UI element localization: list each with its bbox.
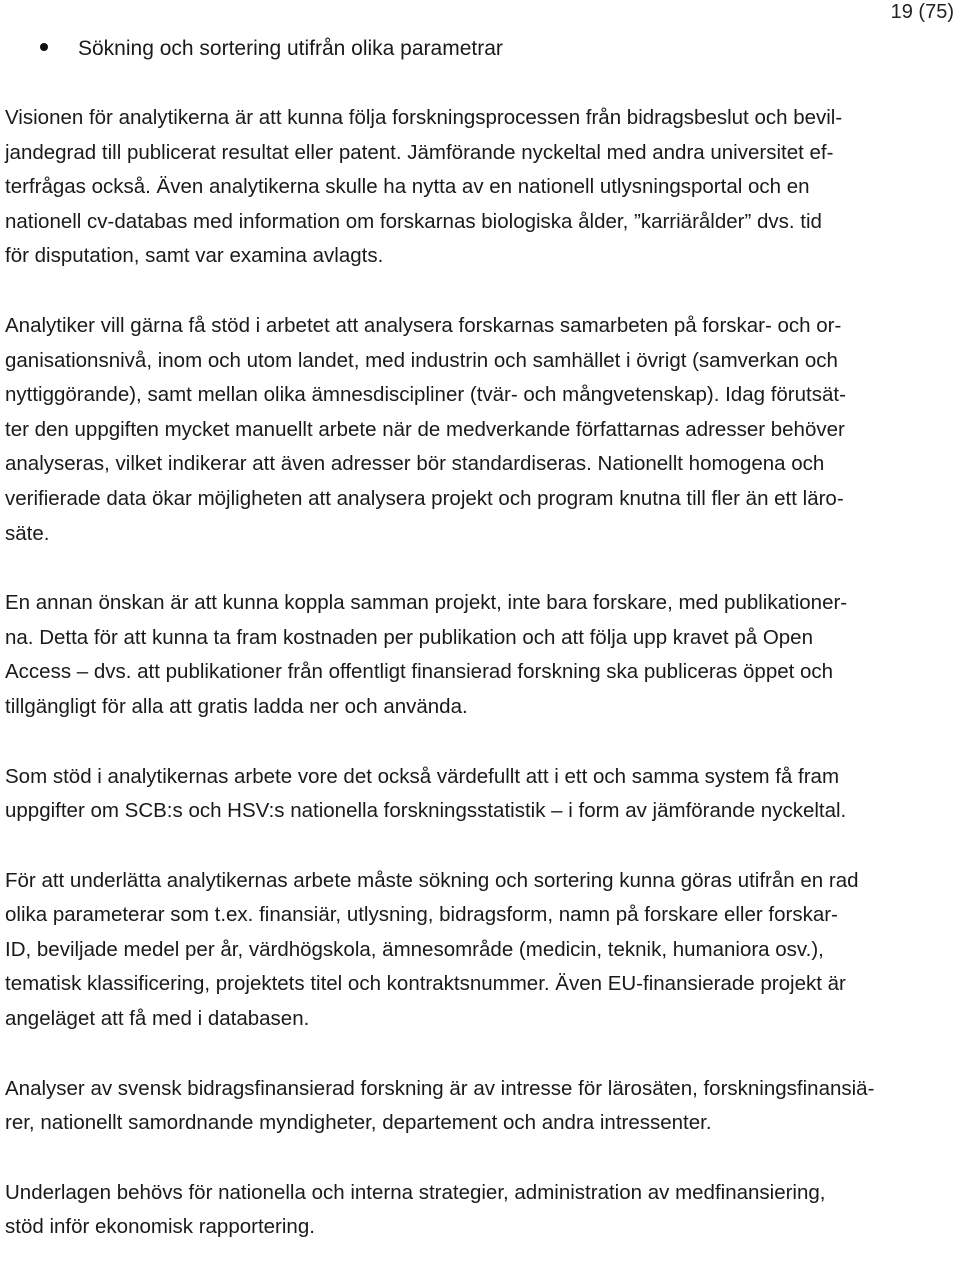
text-line: Access – dvs. att publikationer från offentligt finansierad forskning ska publiceras öppet och <box>5 660 834 684</box>
text-line: säte. <box>5 521 50 545</box>
text-line: angeläget att få med i databasen. <box>5 1007 310 1031</box>
paragraph-5 <box>5 864 953 1037</box>
text-line: En annan önskan är att kunna koppla samman projekt, inte bara forskare, med publikationer- <box>5 591 848 615</box>
text-line: analyseras, vilket indikerar att även adresser bör standardiseras. Nationellt homogena och <box>5 452 825 476</box>
text-line: Underlagen behövs för nationella och interna strategier, administration av medfinansiering, <box>5 1180 826 1204</box>
paragraph-3 <box>5 586 953 724</box>
paragraph-1 <box>5 101 953 274</box>
bullet-dot-icon <box>40 43 48 51</box>
text-line: tematisk klassificering, projektets titel och kontraktsnummer. Även EU-finansierade projekt är <box>5 972 846 996</box>
text-line: ter den uppgiften mycket manuellt arbete när de medverkande författarnas adresser behöver <box>5 417 845 441</box>
text-line: nyttiggörande), samt mellan olika ämnesdiscipliner (tvär- och mångvetenskap). Idag förutsät- <box>5 383 846 407</box>
text-line: jandegrad till publicerat resultat eller patent. Jämförande nyckeltal med andra universitet ef- <box>5 140 834 164</box>
text-line: uppgifter om SCB:s och HSV:s nationella forskningsstatistik – i form av jämförande nyckeltal. <box>5 799 847 823</box>
text-line: na. Detta för att kunna ta fram kostnaden per publikation och att följa upp kravet på Open <box>5 625 813 649</box>
text-line: olika parameterar som t.ex. finansiär, utlysning, bidragsform, namn på forskare eller forskar- <box>5 903 838 927</box>
bullet-text: Sökning och sortering utifrån olika parametrar <box>78 37 503 60</box>
text-line: för disputation, samt var examina avlagts. <box>5 244 384 268</box>
page-number: 19 (75) <box>890 1 954 23</box>
text-line: Analyser av svensk bidragsfinansierad forskning är av intresse för lärosäten, forskningsfinansiä- <box>5 1076 875 1100</box>
bullet-item <box>40 32 503 66</box>
paragraph-4 <box>5 760 953 829</box>
text-line: Visionen för analytikerna är att kunna följa forskningsprocessen från bidragsbeslut och bevil- <box>5 106 843 129</box>
text-line: nationell cv-databas med information om forskarnas biologiska ålder, ”karriärålder” dvs. tid <box>5 209 822 233</box>
text-line: ganisationsnivå, inom och utom landet, med industrin och samhället i övrigt (samverkan och <box>5 348 838 372</box>
text-line: Analytiker vill gärna få stöd i arbetet att analysera forskarnas samarbeten på forskar- och or- <box>5 313 842 337</box>
paragraph-6 <box>5 1072 953 1141</box>
text-line: För att underlätta analytikernas arbete måste sökning och sortering kunna göras utifrån en rad <box>5 868 859 892</box>
paragraph-2 <box>5 309 953 551</box>
text-line: stöd inför ekonomisk rapportering. <box>5 1215 315 1239</box>
text-line: verifierade data ökar möjligheten att analysera projekt och program knutna till fler än ett läro- <box>5 486 844 510</box>
text-line: tillgängligt för alla att gratis ladda ner och använda. <box>5 694 468 718</box>
text-line: terfrågas också. Även analytikerna skulle ha nytta av en nationell utlysningsportal och en <box>5 175 810 199</box>
paragraph-7 <box>5 1176 953 1245</box>
document-body <box>5 101 953 1280</box>
text-line: rer, nationellt samordnande myndigheter, departement och andra intressenter. <box>5 1111 712 1135</box>
text-line: ID, beviljade medel per år, värdhögskola, ämnesområde (medicin, teknik, humaniora osv.), <box>5 937 824 961</box>
text-line: Som stöd i analytikernas arbete vore det också värdefullt att i ett och samma system få fram <box>5 764 840 788</box>
